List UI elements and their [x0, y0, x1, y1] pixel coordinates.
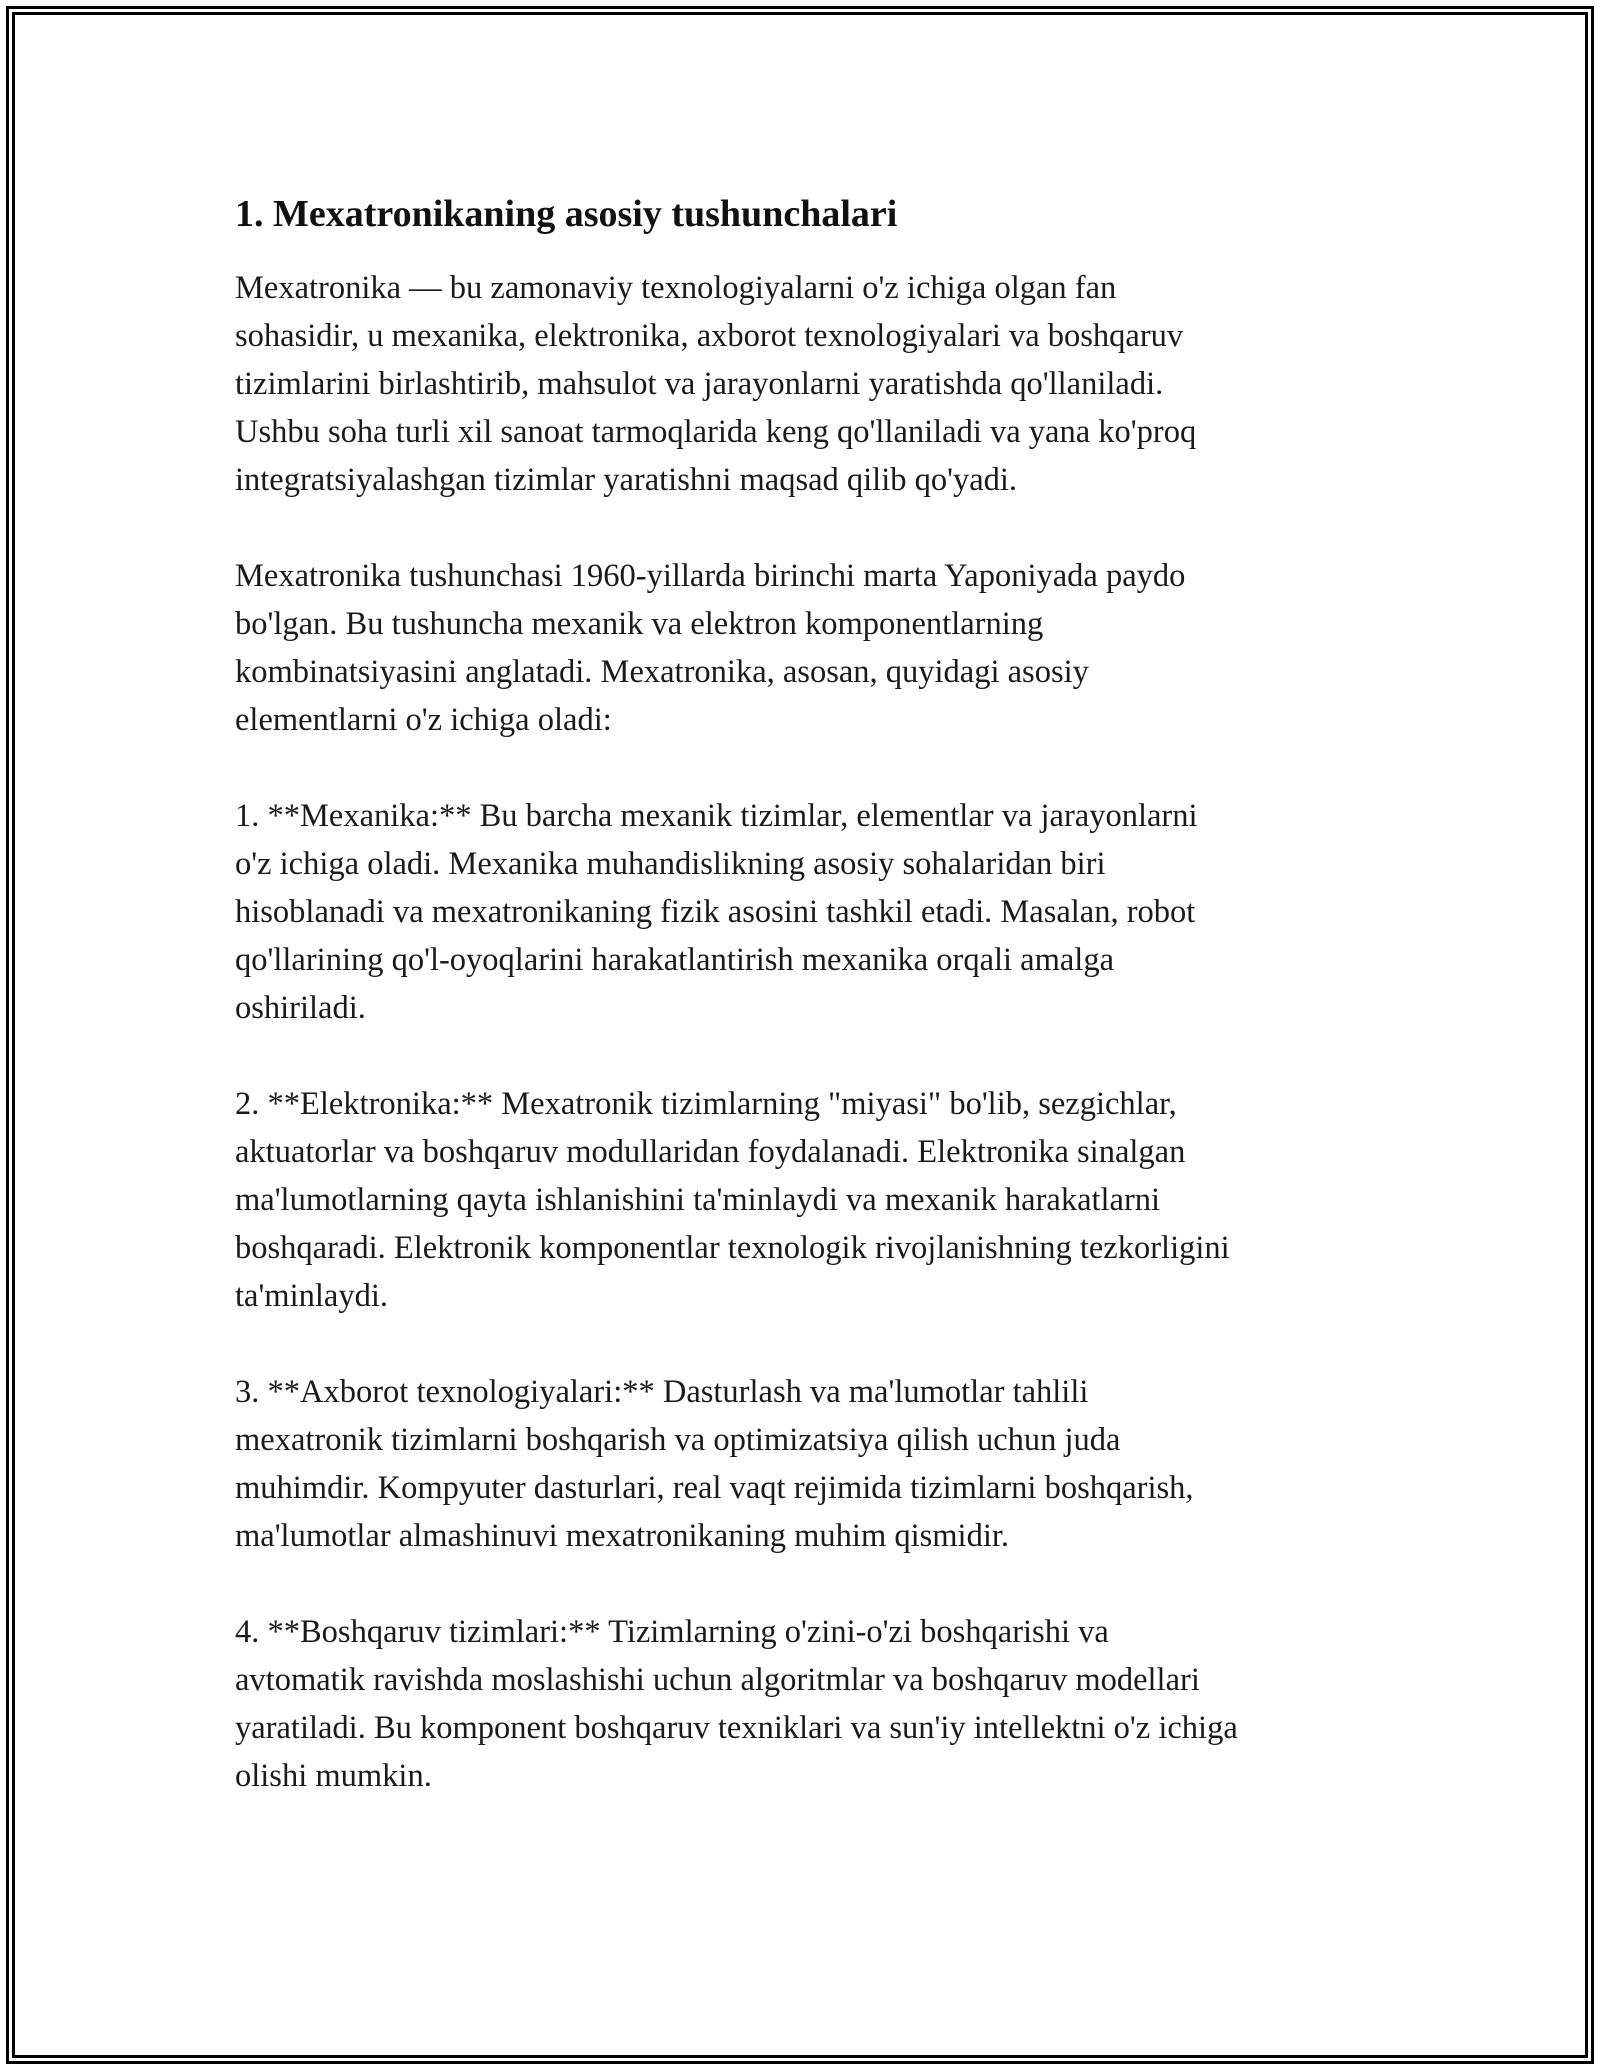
list-item-control-systems: 4. **Boshqaruv tizimlari:** Tizimlarning o'zini-o'zi boshqarishi va avtomatik ravishda moslashishi uchun algoritmlar va boshqaruv modellari yaratiladi. Bu komponent boshqaruv texniklari va sun'iy intellektni o'z ichiga olishi mumkin. — [235, 1614, 1238, 1794]
paragraph-intro: Mexatronika — bu zamonaviy texnologiyalarni o'z ichiga olgan fan sohasidir, u mexanika, elektronika, axborot texnologiyalari va boshqaruv tizimlarini birlashtirib, mahsulot va jarayonlarni yaratishda qo'llaniladi. Ushbu soha turli xil sanoat tarmoqlarida keng qo'llaniladi va yana ko'proq integratsiyalashgan tizimlar yaratishni maqsad qilib qo'yadi. — [235, 270, 1197, 498]
document-body — [235, 190, 1385, 1848]
document-title: 1. Mexatronikaning asosiy tushunchalari — [235, 193, 898, 235]
list-item-mechanics: 1. **Mexanika:** Bu barcha mexanik tizimlar, elementlar va jarayonlarni o'z ichiga oladi. Mexanika muhandislikning asosiy sohalaridan biri hisoblanadi va mexatronikaning fizik asosini tashkil etadi. Masalan, robot qo'llarining qo'l-oyoqlarini harakatlantirish mexanika orqali amalga oshiriladi. — [235, 798, 1198, 1026]
paragraph-history: Mexatronika tushunchasi 1960-yillarda birinchi marta Yaponiyada paydo bo'lgan. Bu tushuncha mexanik va elektron komponentlarning kombinatsiyasini anglatadi. Mexatronika, asosan, quyidagi asosiy elementlarni o'z ichiga oladi: — [235, 558, 1186, 738]
list-item-electronics: 2. **Elektronika:** Mexatronik tizimlarning "miyasi" bo'lib, sezgichlar, aktuatorlar va boshqaruv modullaridan foydalanadi. Elektronika sinalgan ma'lumotlarning qayta ishlanishini ta'minlaydi va mexanik harakatlarni boshqaradi. Elektronik komponentlar texnologik rivojlanishning tezkorligini ta'minlaydi. — [235, 1086, 1230, 1314]
list-item-information-technology: 3. **Axborot texnologiyalari:** Dasturlash va ma'lumotlar tahlili mexatronik tizimlarni boshqarish va optimizatsiya qilish uchun juda muhimdir. Kompyuter dasturlari, real vaqt rejimida tizimlarni boshqarish, ma'lumotlar almashinuvi mexatronikaning muhim qismidir. — [235, 1374, 1194, 1554]
